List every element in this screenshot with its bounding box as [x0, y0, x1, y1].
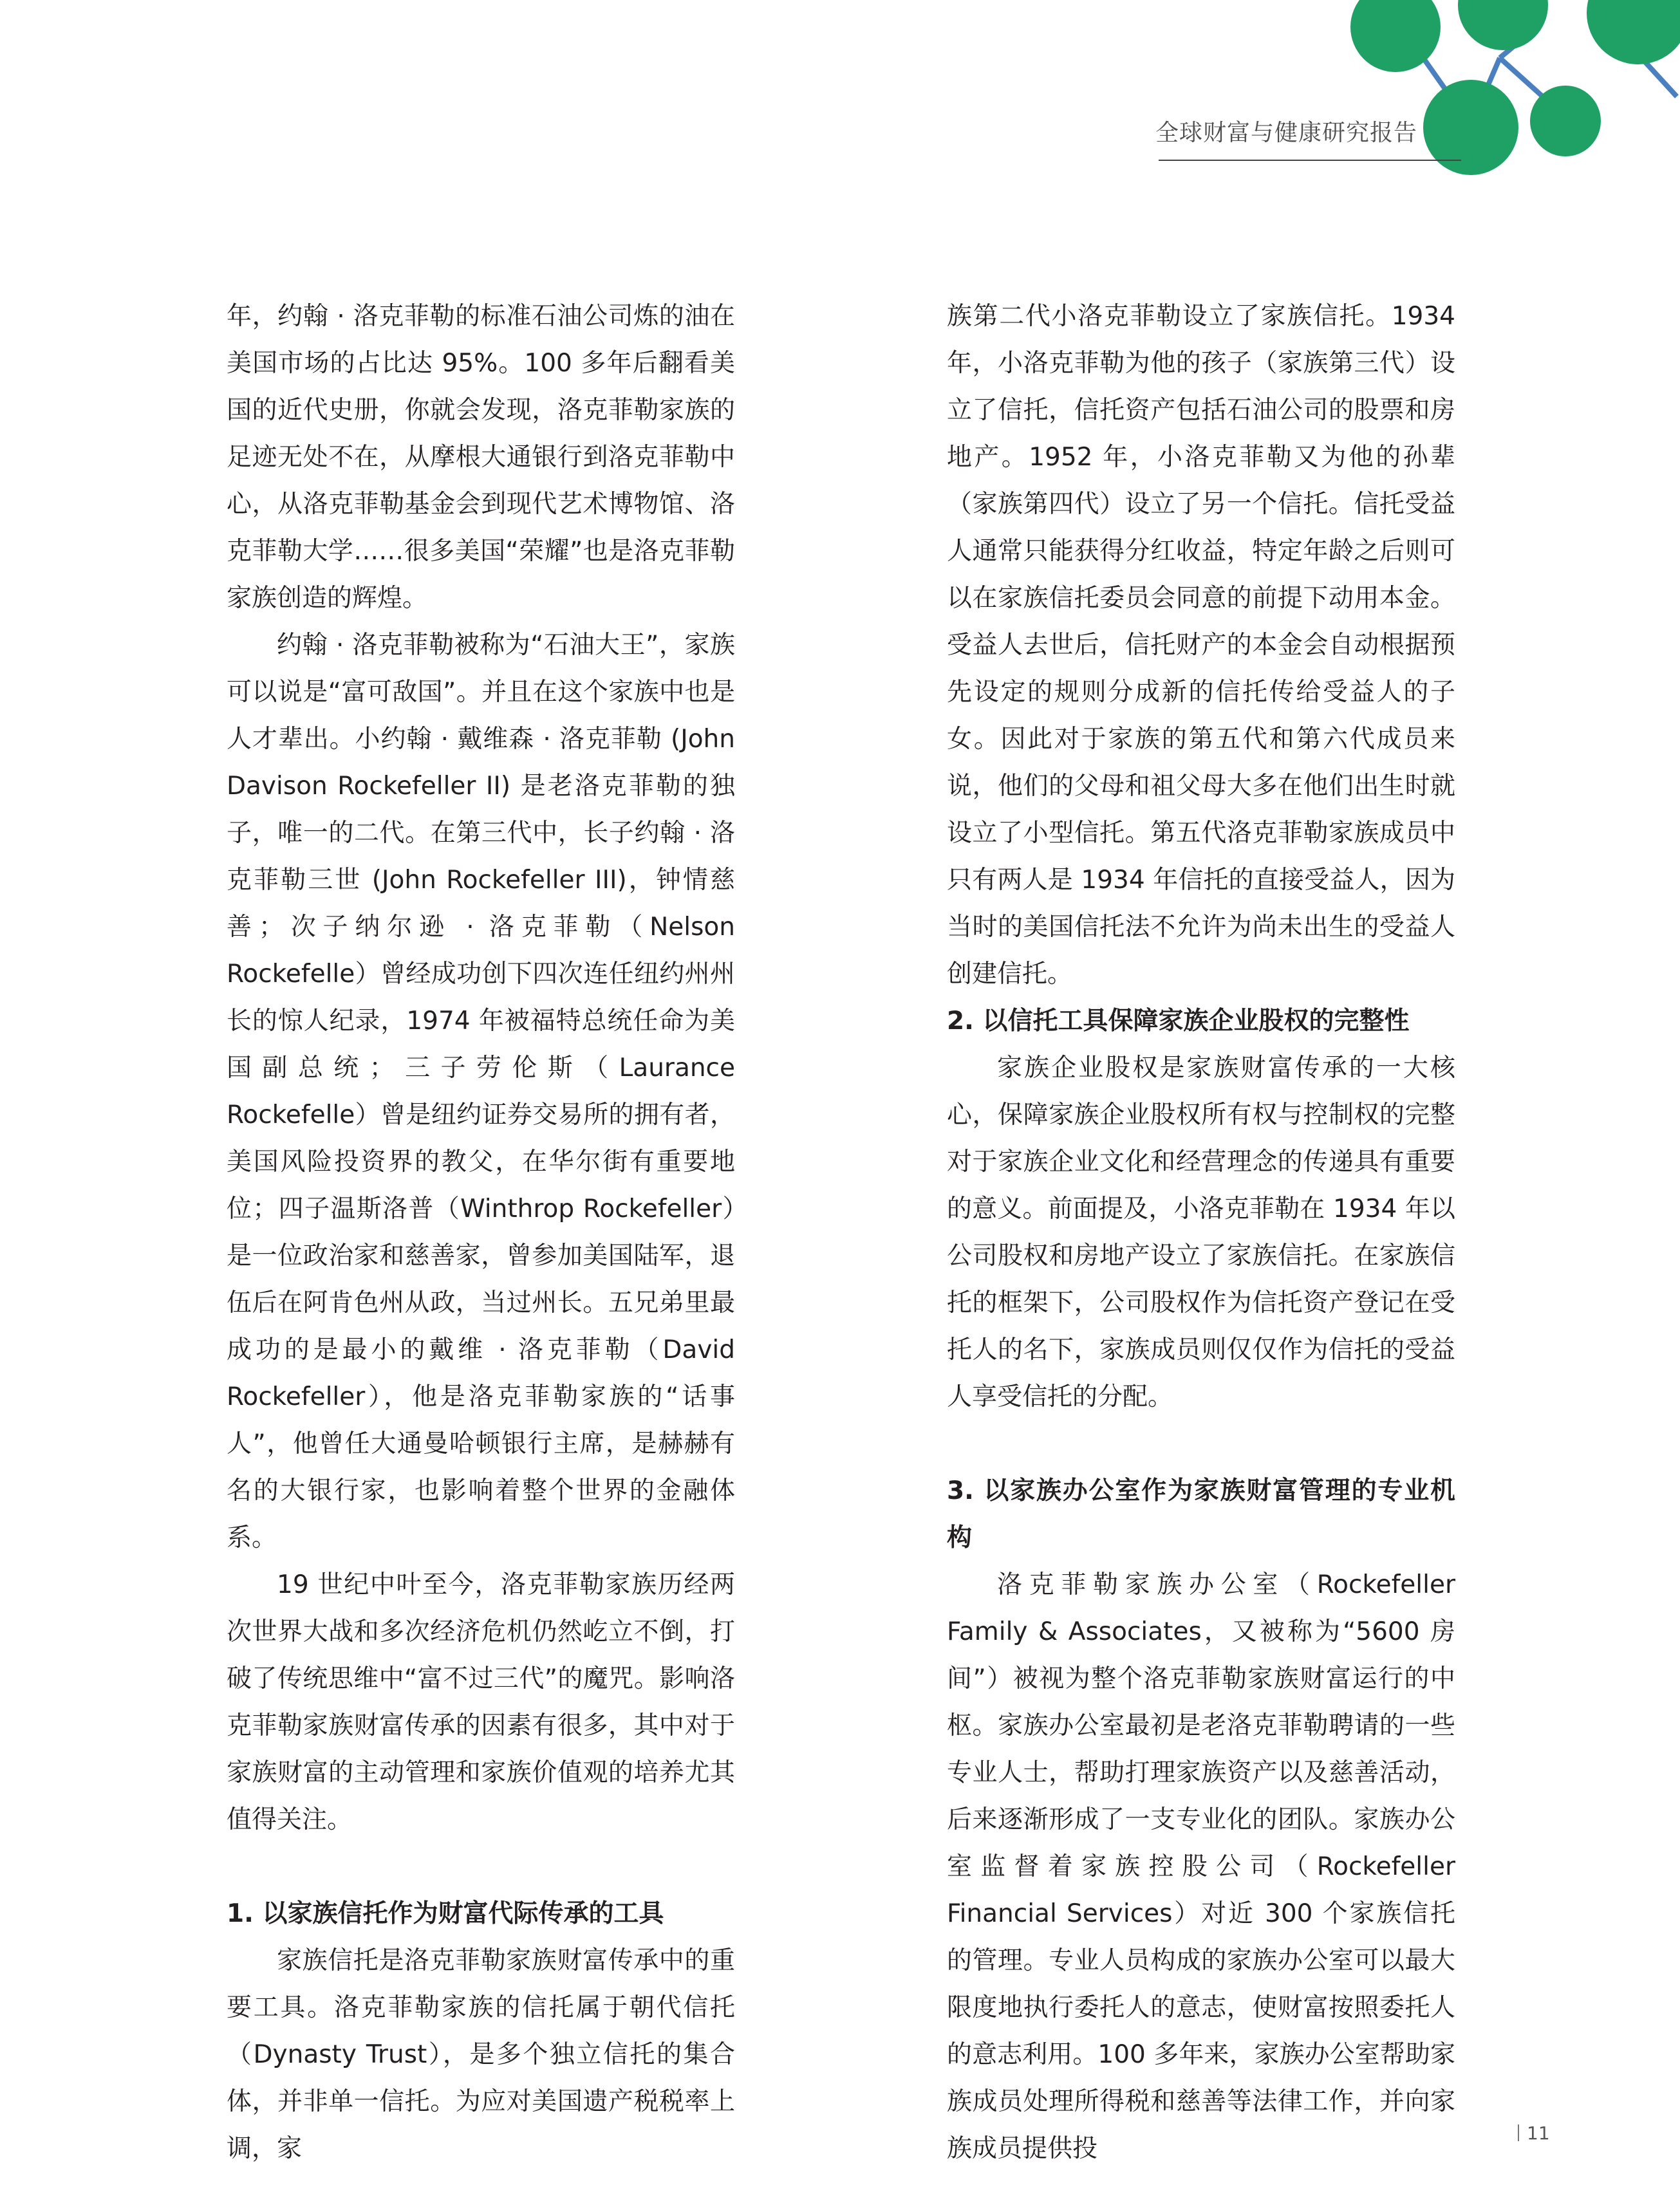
paragraph: 家族信托是洛克菲勒家族财富传承中的重要工具。洛克菲勒家族的信托属于朝代信托（Dynasty Trust），是多个独立信托的集合体，并非单一信托。为应对美国遗产税税率上调，家	[227, 1946, 735, 2163]
right-column	[947, 293, 1455, 2172]
spacer	[947, 1420, 1455, 1467]
paragraph: 洛克菲勒家族办公室（Rockefeller Family & Associates，又被称为“5600 房间”）被视为整个洛克菲勒家族财富运行的中枢。家族办公室最初是老洛克菲勒聘请的一些专业人士，帮助打理家族资产以及慈善活动，后来逐渐形成了一支专业化的团队。家族办公室监督着家族控股公司（Rockefeller Financial Services）对近 300 个家族信托的管理。专业人员构成的家族办公室可以最大限度地执行委托人的意志，使财富按照委托人的意志利用。100 多年来，家族办公室帮助家族成员处理所得税和慈善等法律工作，并向家族成员提供投	[947, 1570, 1455, 2163]
spacer	[227, 1843, 735, 1890]
green-circle-small	[1530, 86, 1601, 156]
page-number	[1518, 2123, 1550, 2144]
header-divider	[1159, 160, 1461, 161]
green-circle-top-right	[1587, 0, 1680, 64]
paragraph: 年，约翰 · 洛克菲勒的标准石油公司炼的油在美国市场的占比达 95%。100 多年后翻看美国的近代史册，你就会发现，洛克菲勒家族的足迹无处不在，从摩根大通银行到洛克菲勒中心，从洛克菲勒基金会到现代艺术博物馆、洛克菲勒大学……很多美国“荣耀”也是洛克菲勒家族创造的辉煌。	[227, 302, 735, 613]
section-heading: 1. 以家族信托作为财富代际传承的工具	[227, 1899, 664, 1928]
paragraph: 19 世纪中叶至今，洛克菲勒家族历经两次世界大战和多次经济危机仍然屹立不倒，打破了传统思维中“富不过三代”的魔咒。影响洛克菲勒家族财富传承的因素有很多，其中对于家族财富的主动管理和家族价值观的培养尤其值得关注。	[227, 1570, 735, 1834]
report-title: 全球财富与健康研究报告	[1155, 120, 1418, 146]
molecule-decoration	[0, 0, 1680, 193]
section-heading: 2. 以信托工具保障家族企业股权的完整性	[947, 1007, 1410, 1036]
page-number-divider	[1518, 2124, 1519, 2141]
left-column	[227, 293, 735, 2172]
paragraph: 族第二代小洛克菲勒设立了家族信托。1934 年，小洛克菲勒为他的孩子（家族第三代）设立了信托，信托资产包括石油公司的股票和房地产。1952 年，小洛克菲勒又为他的孙辈（家族第四代）设立了另一个信托。信托受益人通常只能获得分红收益，特定年龄之后则可以在家族信托委员会同意的前提下动用本金。受益人去世后，信托财产的本金会自动根据预先设定的规则分成新的信托传给受益人的子女。因此对于家族的第五代和第六代成员来说，他们的父母和祖父母大多在他们出生时就设立了小型信托。第五代洛克菲勒家族成员中只有两人是 1934 年信托的直接受益人，因为当时的美国信托法不允许为尚未出生的受益人创建信托。	[947, 302, 1455, 989]
section-heading: 3. 以家族办公室作为家族财富管理的专业机构	[947, 1476, 1455, 1552]
paragraph: 家族企业股权是家族财富传承的一大核心，保障家族企业股权所有权与控制权的完整对于家族企业文化和经营理念的传递具有重要的意义。前面提及，小洛克菲勒在 1934 年以公司股权和房地产设立了家族信托。在家族信托的框架下，公司股权作为信托资产登记在受托人的名下，家族成员则仅仅作为信托的受益人享受信托的分配。	[947, 1054, 1455, 1411]
paragraph: 约翰 · 洛克菲勒被称为“石油大王”，家族可以说是“富可敌国”。并且在这个家族中也是人才辈出。小约翰 · 戴维森 · 洛克菲勒 (John Davison Rockefeller II) 是老洛克菲勒的独子，唯一的二代。在第三代中，长子约翰 · 洛克菲勒三世 (John Rockefeller III)，钟情慈善；次子纳尔逊 · 洛克菲勒（Nelson Rockefelle）曾经成功创下四次连任纽约州州长的惊人纪录，1974 年被福特总统任命为美国副总统；三子劳伦斯（Laurance Rockefelle）曾是纽约证券交易所的拥有者，美国风险投资界的教父，在华尔街有重要地位；四子温斯洛普（Winthrop Rockefeller）是一位政治家和慈善家，曾参加美国陆军，退伍后在阿肯色州从政，当过州长。五兄弟里最成功的是最小的戴维 · 洛克菲勒（David Rockefeller），他是洛克菲勒家族的“话事人”，他曾任大通曼哈顿银行主席，是赫赫有名的大银行家，也影响着整个世界的金融体系。	[227, 631, 735, 1552]
green-circle-top-mid	[1458, 0, 1548, 50]
page-number-value: 11	[1527, 2123, 1550, 2144]
